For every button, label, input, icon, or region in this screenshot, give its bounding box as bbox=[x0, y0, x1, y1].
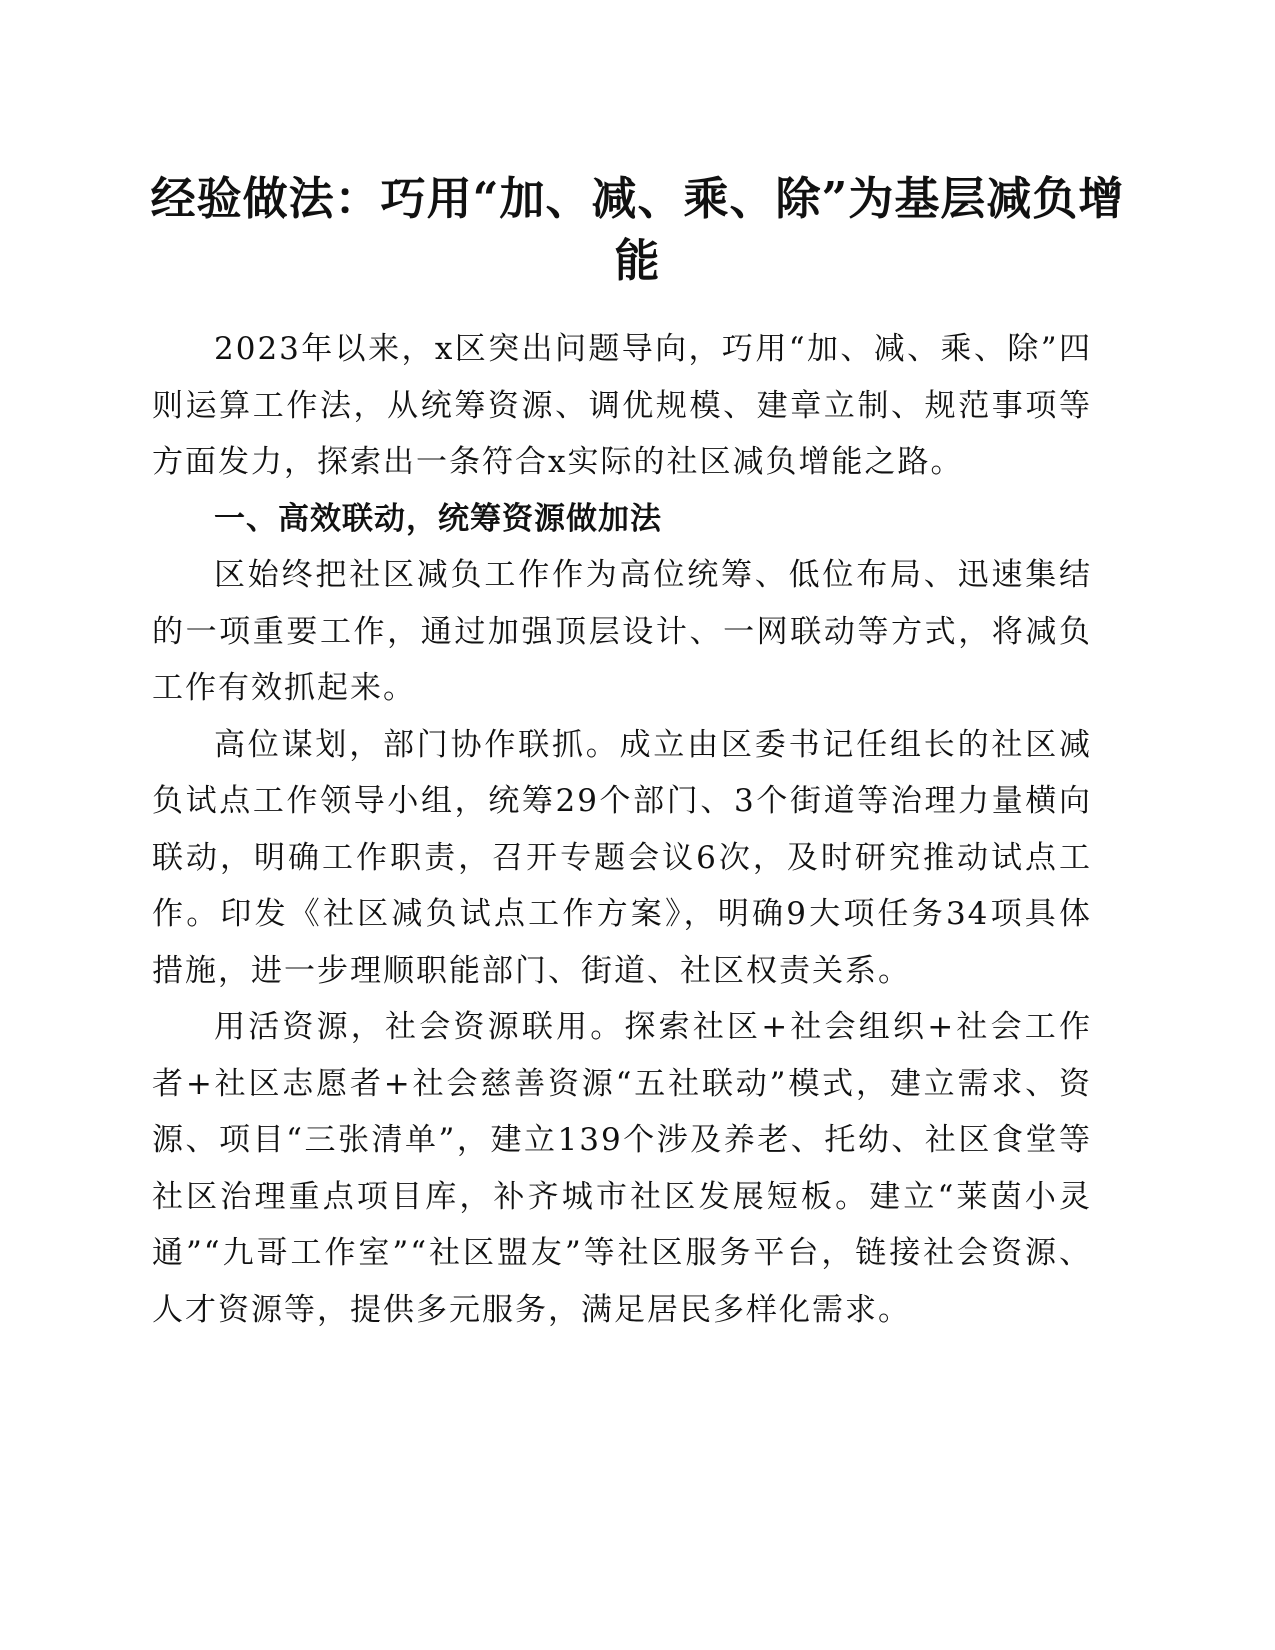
body-paragraph: 用活资源，社会资源联用。探索社区+社会组织+社会工作者+社区志愿者+社会慈善资源“五社联动”模式，建立需求、资源、项目“三张清单”，建立139个涉及养老、托幼、社区食堂等社区治理重点项目库，补齐城市社区发展短板。建立“莱茵小灵通”“九哥工作室”“社区盟友”等社区服务平台，链接社会资源、人才资源等，提供多元服务，满足居民多样化需求。 bbox=[152, 1009, 1092, 1328]
document-body bbox=[152, 321, 1092, 1338]
body-paragraph: 高位谋划，部门协作联抓。成立由区委书记任组长的社区减负试点工作领导小组，统筹29个部门、3个街道等治理力量横向联动，明确工作职责，召开专题会议6次，及时研究推动试点工作。印发《社区减负试点工作方案》，明确9大项任务34项具体措施，进一步理顺职能部门、街道、社区权责关系。 bbox=[152, 726, 1092, 989]
document-title: 经验做法：巧用“加、减、乘、除”为基层减负增能 bbox=[150, 172, 1125, 287]
intro-paragraph: 2023年以来，x区突出问题导向，巧用“加、减、乘、除”四则运算工作法，从统筹资源、调优规模、建章立制、规范事项等方面发力，探索出一条符合x实际的社区减负增能之路。 bbox=[152, 331, 1092, 480]
body-paragraph: 区始终把社区减负工作作为高位统筹、低位布局、迅速集结的一项重要工作，通过加强顶层设计、一网联动等方式，将减负工作有效抓起来。 bbox=[152, 557, 1092, 706]
section-heading-1: 一、高效联动，统筹资源做加法 bbox=[214, 500, 662, 537]
